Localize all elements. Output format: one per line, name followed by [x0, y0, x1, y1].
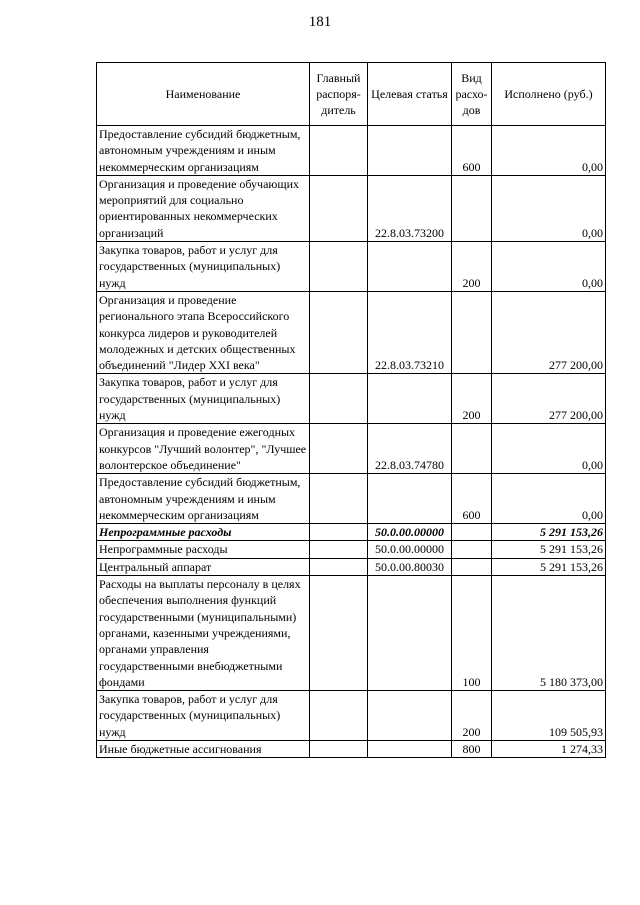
- cell-manager: [310, 175, 368, 241]
- cell-name: Предоставление субсидий бюджетным, автономным учреждениям и иным некоммерческим организациям: [97, 474, 310, 524]
- table-row: [97, 175, 606, 241]
- table-row: [97, 374, 606, 424]
- cell-executed: 1 274,33: [492, 740, 606, 757]
- cell-name: Организация и проведение обучающих мероприятий для социально ориентированных некоммерческих организаций: [97, 175, 310, 241]
- cell-target: [368, 374, 452, 424]
- table-row: [97, 576, 606, 691]
- cell-name: Центральный аппарат: [97, 558, 310, 575]
- cell-manager: [310, 242, 368, 292]
- cell-manager: [310, 576, 368, 691]
- cell-executed: 0,00: [492, 175, 606, 241]
- cell-executed: 5 291 153,26: [492, 524, 606, 541]
- cell-name: Предоставление субсидий бюджетным, автономным учреждениям и иным некоммерческим организациям: [97, 126, 310, 176]
- cell-target: [368, 474, 452, 524]
- cell-manager: [310, 374, 368, 424]
- cell-kind: 600: [452, 126, 492, 176]
- cell-executed: 0,00: [492, 424, 606, 474]
- cell-target: [368, 691, 452, 741]
- cell-name: Закупка товаров, работ и услуг для государственных (муниципальных) нужд: [97, 691, 310, 741]
- table-row: [97, 740, 606, 757]
- header-manager: Главный распоря-дитель: [310, 63, 368, 126]
- cell-executed: 0,00: [492, 242, 606, 292]
- cell-kind: [452, 424, 492, 474]
- cell-target: [368, 576, 452, 691]
- cell-kind: [452, 558, 492, 575]
- cell-manager: [310, 740, 368, 757]
- cell-target: [368, 740, 452, 757]
- cell-executed: 277 200,00: [492, 291, 606, 373]
- cell-name: Расходы на выплаты персоналу в целях обеспечения выполнения функций государственными (муниципальными) органами, казенными учреждениями, органами управления государственными внебюджетными фондами: [97, 576, 310, 691]
- header-name: Наименование: [97, 63, 310, 126]
- budget-table: [96, 62, 606, 758]
- header-target: Целевая статья: [368, 63, 452, 126]
- cell-executed: 0,00: [492, 126, 606, 176]
- cell-executed: 109 505,93: [492, 691, 606, 741]
- cell-target: 50.0.00.80030: [368, 558, 452, 575]
- cell-manager: [310, 558, 368, 575]
- cell-target: 50.0.00.00000: [368, 524, 452, 541]
- table-row: [97, 291, 606, 373]
- cell-executed: 0,00: [492, 474, 606, 524]
- cell-manager: [310, 291, 368, 373]
- cell-kind: [452, 541, 492, 558]
- table-row: [97, 691, 606, 741]
- table-row: [97, 558, 606, 575]
- table-row: [97, 242, 606, 292]
- cell-name: Непрограммные расходы: [97, 524, 310, 541]
- cell-manager: [310, 524, 368, 541]
- table-header-row: [97, 63, 606, 126]
- cell-manager: [310, 126, 368, 176]
- cell-kind: [452, 524, 492, 541]
- cell-target: 50.0.00.00000: [368, 541, 452, 558]
- table-row: [97, 524, 606, 541]
- cell-manager: [310, 424, 368, 474]
- cell-manager: [310, 541, 368, 558]
- cell-name: Иные бюджетные ассигнования: [97, 740, 310, 757]
- cell-target: [368, 242, 452, 292]
- cell-executed: 5 291 153,26: [492, 558, 606, 575]
- cell-manager: [310, 691, 368, 741]
- cell-target: 22.8.03.73210: [368, 291, 452, 373]
- header-kind: Вид расхо-дов: [452, 63, 492, 126]
- cell-name: Организация и проведение регионального этапа Всероссийского конкурса лидеров и руководителей молодежных и детских общественных объединений "Лидер XXI века": [97, 291, 310, 373]
- cell-executed: 5 180 373,00: [492, 576, 606, 691]
- cell-manager: [310, 474, 368, 524]
- cell-name: Организация и проведение ежегодных конкурсов "Лучший волонтер", "Лучшее волонтерское объединение": [97, 424, 310, 474]
- cell-kind: 200: [452, 242, 492, 292]
- cell-kind: 600: [452, 474, 492, 524]
- cell-executed: 5 291 153,26: [492, 541, 606, 558]
- cell-executed: 277 200,00: [492, 374, 606, 424]
- cell-name: Непрограммные расходы: [97, 541, 310, 558]
- cell-kind: 100: [452, 576, 492, 691]
- page-number: 181: [308, 14, 332, 30]
- cell-target: 22.8.03.74780: [368, 424, 452, 474]
- cell-kind: 200: [452, 691, 492, 741]
- cell-name: Закупка товаров, работ и услуг для государственных (муниципальных) нужд: [97, 374, 310, 424]
- table-row: [97, 424, 606, 474]
- cell-target: [368, 126, 452, 176]
- cell-kind: 800: [452, 740, 492, 757]
- cell-name: Закупка товаров, работ и услуг для государственных (муниципальных) нужд: [97, 242, 310, 292]
- header-executed: Исполнено (руб.): [492, 63, 606, 126]
- cell-kind: [452, 175, 492, 241]
- cell-target: 22.8.03.73200: [368, 175, 452, 241]
- table-row: [97, 474, 606, 524]
- cell-kind: 200: [452, 374, 492, 424]
- table-row: [97, 541, 606, 558]
- table-row: [97, 126, 606, 176]
- cell-kind: [452, 291, 492, 373]
